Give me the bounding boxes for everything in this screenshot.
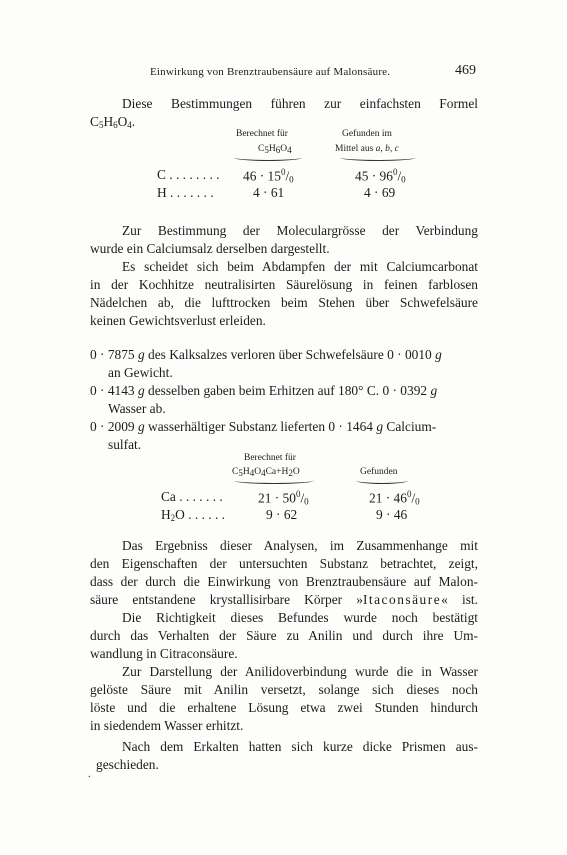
- analysis-line: 0 · 2009 g wasserhältiger Substanz lieferten 0 · 1464 g Calcium-: [90, 419, 437, 434]
- table2-row-found: $21 \cdot 46^0/_0$: [369, 489, 420, 507]
- paragraph-line: Nädelchen ab, die lufttrocken beim Stehen über Schwefelsäure: [90, 295, 478, 310]
- paragraph-line: gelöste Säure mit Anilin versetzt, solange sich dieses noch: [90, 682, 478, 697]
- table1-brace-2: [340, 154, 416, 161]
- paragraph-line: in siedendem Wasser erhitzt.: [90, 718, 244, 733]
- table1-col1-header: Berechnet für: [236, 129, 288, 139]
- paragraph-line: in der Kochhitze neutralisirten Säurelösung in feinen farblosen: [90, 277, 478, 292]
- table2-brace-1: [234, 477, 314, 484]
- paragraph-line: dass der durch die Einwirkung von Brenztraubensäure auf Malon-: [90, 574, 478, 589]
- paragraph-line: keinen Gewichtsverlust erleiden.: [90, 313, 266, 328]
- table1-row-label: C . . . . . . . .: [157, 167, 220, 182]
- table2-row-label: Ca . . . . . . .: [161, 489, 223, 504]
- paragraph-line: Zur Darstellung der Anilidoverbindung wurde die in Wasser: [122, 664, 478, 679]
- paragraph-line: geschieden.: [96, 757, 159, 772]
- page-number: 469: [455, 63, 476, 78]
- table2-row-found: 9 · 46: [376, 507, 408, 522]
- paragraph-line: wandlung in Citraconsäure.: [90, 646, 238, 661]
- table1-col2-subheader: Mittel aus a, b, c: [335, 144, 399, 154]
- table2-col2-header: Gefunden: [360, 467, 398, 477]
- table1-col2-header: Gefunden im: [342, 129, 392, 139]
- table2-brace-2: [356, 477, 408, 484]
- paragraph-line: Nach dem Erkalten hatten sich kurze dicke Prismen aus-: [122, 739, 478, 754]
- analysis-line: 0 · 7875 g des Kalksalzes verloren über Schwefelsäure 0 · 0010 g: [90, 347, 442, 362]
- paragraph-line: Das Ergebniss dieser Analysen, im Zusammenhange mit: [122, 538, 478, 553]
- running-title: Einwirkung von Brenztraubensäure auf Malonsäure.: [150, 66, 391, 78]
- intro-formula: $C_5H_6O_4$.: [90, 114, 136, 130]
- analysis-line: Wasser ab.: [108, 401, 166, 416]
- margin-mark: .: [88, 769, 91, 780]
- paragraph-line: wurde ein Calciumsalz derselben dargestellt.: [90, 241, 330, 256]
- analysis-line: an Gewicht.: [108, 365, 173, 380]
- table2-row-calc: $21 \cdot 50^0/_0$: [258, 489, 309, 507]
- table2-row-label: $H_2O$ . . . . . .: [161, 507, 226, 523]
- paragraph-line: löste und die erhaltene Lösung etwa zwei Stunden hindurch: [90, 700, 478, 715]
- analysis-line: sulfat.: [108, 437, 142, 452]
- paragraph-line: den Eigenschaften der untersuchten Substanz betrachtet, zeigt,: [90, 556, 478, 571]
- table2-col1-header: Berechnet für: [244, 453, 296, 463]
- paragraph-line: säure entstandene krystallisirbare Körper »Itaconsäure« ist.: [90, 592, 478, 607]
- table1-col1-formula: $C_5H_6O_4$: [258, 144, 292, 155]
- table1-row-found: 4 · 69: [364, 185, 396, 200]
- table2-col1-formula: $C_5H_4O_4Ca+H_2O$: [232, 467, 300, 478]
- table1-row-calc: $46 \cdot 15^0/_0$: [243, 167, 294, 185]
- table1-row-calc: 4 · 61: [253, 185, 285, 200]
- paragraph-line: Die Richtigkeit dieses Befundes wurde noch bestätigt: [122, 610, 478, 625]
- analysis-line: 0 · 4143 g desselben gaben beim Erhitzen auf 180° C. 0 · 0392 g: [90, 383, 438, 398]
- table1-row-label: H . . . . . . .: [157, 185, 214, 200]
- intro-line-1: Diese Bestimmungen führen zur einfachsten Formel: [122, 96, 478, 111]
- paragraph-line: Zur Bestimmung der Moleculargrösse der Verbindung: [122, 223, 478, 238]
- paragraph-line: durch das Verhalten der Säure zu Anilin und durch ihre Um-: [90, 628, 478, 643]
- table1-row-found: $45 \cdot 96^0/_0$: [355, 167, 406, 185]
- table2-row-calc: 9 · 62: [266, 507, 298, 522]
- table1-brace-1: [234, 154, 302, 161]
- paragraph-line: Es scheidet sich beim Abdampfen der mit Calciumcarbonat: [122, 259, 478, 274]
